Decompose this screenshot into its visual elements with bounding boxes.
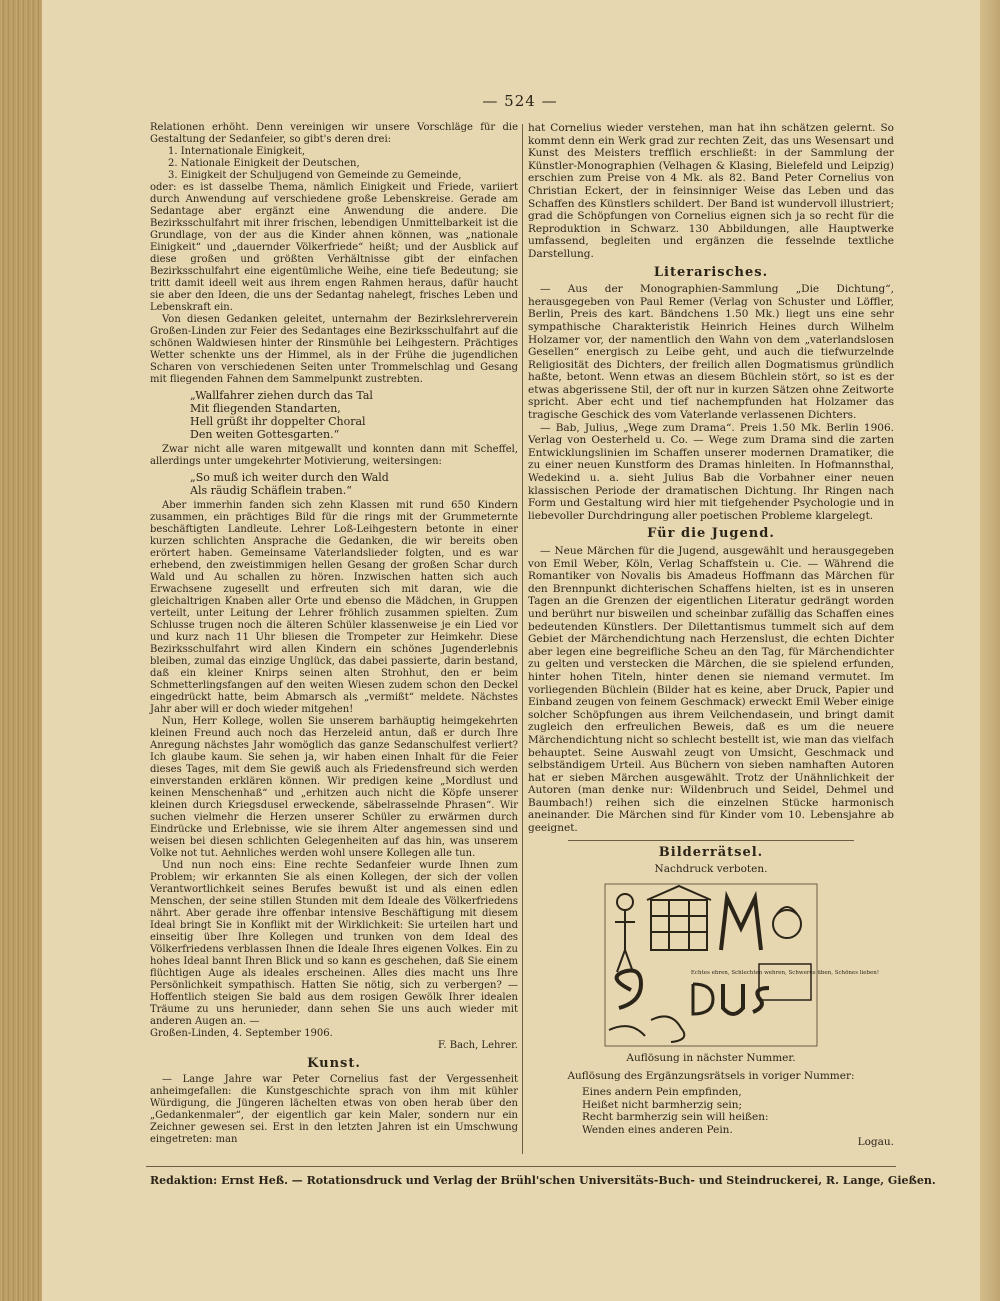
paragraph: hat Cornelius wieder verstehen, man hat ihn schätzen gelernt. So kommt denn ein Werk grad zur rechten Zeit, das uns Wesensart und Kunst des Meisters trefflich erschließt: in der Sammlung der Künstler-Monographien (Velhagen & Klasing, Bielefeld und Leipzig) erschien zum Preise von 4 Mk. als 82. Band Peter Cornelius von Christian Eckert, der in feinsinniger Weise das Leben und das Schaffen des Künstlers schildert. Der Band ist wundervoll illustriert; grad die Schöpfungen von Cornelius eignen sich ja so recht für die Reproduktion in Schwarz. 130 Abbildungen, alle Hauptwerke umfassend, begleiten und ergänzen die fesselnde textliche Darstellung. [528,122,894,260]
picture-puzzle-illustration [601,880,880,1050]
paragraph: oder: es ist dasselbe Thema, nämlich Einigkeit und Friede, variiert durch Anwendung auf verschiedene große Lebenskreise. Gerade am Sedantage aber ergänzt eine Anwendung die andere. Die Bezirksschulfahrt mit ihrer frischen, lebendigen Unmittelbarkeit ist die Grundlage, von der aus die Kinder ahnen können, was „nationale Einigkeit“ und „dauernder Völkerfriede“ heißt; und der Ausblick auf diese großen und größten Verhältnisse gibt der einfachen Bezirksschulfahrt eine eigentümliche Weihe, eine tiefe Bedeutung; sie tritt damit ideell weit aus ihrem engen Rahmen heraus, dafür haucht sie aber den Ideen, die uns der Sedantag nahelegt, frisches Leben und Lebenskraft ein. [150,182,518,313]
signature [150,1028,518,1040]
right-column [528,122,894,1149]
poem-line: Den weiten Gottesgarten.“ [190,428,340,441]
puzzle-solution-notice: Auflösung in nächster Nummer. [626,1051,796,1064]
right-page-edge [980,0,1000,1301]
separator-rule [568,840,854,841]
solution-verse [582,1086,894,1136]
puzzle-sign-text: Echtes ehren, Schlechten wehren, Schweres üben, Schönes lieben! [690,969,880,976]
poem-quote [190,471,518,497]
paragraph: Und nun noch eins: Eine rechte Sedanfeier wurde Ihnen zum Problem; wir erkannten Sie als einen Kollegen, der sich der vollen Verantwortlichkeit seines Berufes bewußt ist und als einen edlen Menschen, der seine stillen Stunden mit dem Ideale des Völkerfriedens nährt. Aber gerade ihre offenbar intensive Beschäftigung mit diesem Ideal bringt Sie in Konflikt mit der Wirklichkeit: Sie urteilen hart und einseitig über Ihre Kollegen und trunken von dem Ideal des Völkerfriedens verblassen Ihnen die Ideale Ihres eigenen Volkes. Ein zu hohes Ideal bannt Ihren Blick und so kann es geschehen, daß Sie einem flüchtigen Auge als ideales erscheinen. Alles dies macht uns Ihre Persönlichkeit sympathisch. Hatten Sie nötig, sich zu verbergen? — Hoffentlich steigen Sie bald aus dem rosigen Gewölk Ihrer idealen Träume zu uns herunieder, dann sehen Sie uns auch wieder mit anderen Augen an. — [150,860,518,1027]
poem-line: Als räudig Schäflein traben.“ [190,484,352,497]
footer-rule [146,1166,896,1167]
section-heading-literarisches: Literarisches. [653,264,769,280]
list-item: 1. Internationale Einigkeit, [168,146,306,157]
paragraph: Von diesen Gedanken geleitet, unternahm der Bezirkslehrerverein Großen-Linden zur Feier des Sedantages eine Bezirksschulfahrt auf die schönen Waldwiesen hinter der Rinsmühle bei Leihgestern. Prächtiges Wetter schenkte uns der Himmel, als in der Frühe die jugendlichen Scharen von verschiedenen Seiten unter Trommelschlag und Gesang mit fliegenden Fahnen dem Sammelpunkt zustrebten. [150,314,518,385]
left-column [150,122,518,1146]
signature-place-date: Großen-Linden, 4. September 1906. [150,1028,333,1039]
section-heading-kunst: Kunst. [307,1056,361,1071]
page-number: — 524 — [482,92,558,110]
reprint-notice: Nachdruck verboten. [654,863,768,876]
column-divider [522,124,523,1154]
paragraph: Nun, Herr Kollege, wollen Sie unserem barhäuptig heimgekehrten kleinen Freund auch noch das Herzeleid antun, daß er durch Ihre Anregung nächstes Jahr womöglich das ganze Sedanschulfest verliert? Ich glaube kaum. Sie sehen ja, wir haben einen Inhalt für die Feier dieses Tages, mit dem Sie gewiß auch als Friedensfreund sich werden einverstanden erklären können. Wir predigen keine „Mordlust und keinen Menschenhaß“ und „erhitzen auch nicht die Köpfe unserer kleinen durch Kriegsdusel erweckende, säbelrasselnde Phrasen“. Wir suchen vielmehr die Herzen unserer Schüler zu erwärmen durch Eindrücke und Erlebnisse, wie sie ihrem Alter angemessen sind und weisen bei diesen schlichten Gelegenheiten auf das hin, was unserem Volke not tut. Aehnliches werden wohl unsere Kollegen alle tun. [150,716,518,859]
poem-line: Hell grüßt ihr doppelter Choral [190,415,366,428]
list-item: 3. Einigkeit der Schuljugend von Gemeinde zu Gemeinde, [168,170,462,181]
verse-line: Recht barmherzig sein will heißen: [582,1111,769,1124]
paragraph: Aber immerhin fanden sich zehn Klassen mit rund 650 Kindern zusammen, ein prächtiges Bild für die rings mit der Grummeternte beschäftigten Landleute. Lehrer Loß-Leihgestern betonte in einer kurzen schlichten Ansprache die Gedanken, die wir bereits oben erörtert haben. Gemeinsame Vaterlandslieder folgten, und es war erhebend, den zweistimmigen hellen Gesang der großen Schar durch Wald und Au schallen zu hören. Inzwischen hatten sich auch Erwachsene zugesellt und erfreuten sich mit daran, wie die gleichaltrigen Knaben aller Orte und ebenso die Mädchen, in Gruppen verteilt, unter Leitung der Lehrer fröhlich zusammen spielten. Zum Schlusse trugen noch die älteren Schüler klassenweise je ein Lied vor und kurz nach 11 Uhr bliesen die Trompeter zur Heimkehr. Diese Bezirksschulfahrt wird allen Kindern ein schönes Jugenderlebnis bleiben, zumal das einzige Unglück, das dabei passierte, darin bestand, daß ein kleiner Knirps seinen alten Strohhut, den er beim Schmetterlingsfangen auf den weiten Wiesen zudem schon den Deckel eingedrückt hatte, beim Abmarsch als „vermißt“ meldete. Nächstes Jahr aber will er doch wieder mitgehen! [150,500,518,715]
imprint-footer: Redaktion: Ernst Heß. — Rotationsdruck und Verlag der Brühl'schen Universitäts-Buch- und Steindruckerei, R. Lange, Gießen. [150,1174,936,1187]
signature-name: F. Bach, Lehrer. [437,1040,518,1051]
previous-solution-heading: Auflösung des Ergänzungsrätsels in voriger Nummer: [567,1070,855,1083]
poem-quote [190,389,518,441]
poem-line: „Wallfahrer ziehen durch das Tal [190,389,373,402]
paragraph: — Aus der Monographien-Sammlung „Die Dichtung“, herausgegeben von Paul Remer (Verlag von Schuster und Löffler, Berlin, Preis des kart. Bändchens 1.50 Mk.) liegt uns eine sehr sympathische Charakteristik Heinrich Heines durch Wilhelm Holzamer vor, der namentlich den Wahn von dem „vaterlandslosen Gesellen“ energisch zu Leibe geht, und auch die tiefwurzelnde Religiosität des Dichters, der freilich allen Dogmatismus gründlich haßte, betont. Wenn etwas an diesem Büchlein stört, so ist es der etwas abgerissene Stil, der oft nur in kurzen Sätzen ohne Zeitworte spricht. Aber echt und tief nachempfunden hat Holzamer das tragische Geschick des vom Vaterlande verlassenen Dichters. [528,283,894,422]
poem-line: Mit fliegenden Standarten, [190,402,341,415]
poem-line: „So muß ich weiter durch den Wald [190,471,389,484]
section-heading-bilderraetsel: Bilderrätsel. [658,844,764,860]
verse-line: Wenden eines anderen Pein. [582,1123,733,1136]
paragraph: — Neue Märchen für die Jugend, ausgewählt und herausgegeben von Emil Weber, Köln, Verlag Schaffstein u. Cie. — Während die Romantiker von Novalis bis Amadeus Hoffmann das Märchen für den Brennpunkt dichterischen Schaffens hielten, ist es in unseren Tagen an die Grenzen der eigentlichen Literatur gedrängt worden und berührt nur bisweilen und scheinbar zufällig das Schaffen eines bedeutenden Künstlers. Der Dilettantismus tummelt sich auf dem Gebiet der Märchendichtung nach Herzenslust, die echten Dichter aber legen eine begreifliche Scheu an den Tag, für Märchendichter zu gelten und verstecken die Märchen, die sie spielend erfunden, hinter hohen Titeln, hinter denen sie niemand vermutet. Im vorliegenden Büchlein (Bilder hat es keine, aber Druck, Papier und Einband zeugen von feinem Geschmack) erweckt Emil Weber einige solcher Schöpfungen aus ihrem Veilchendasein, und bringt damit zugleich den erfreulichen Beweis, daß es um die neuere Märchendichtung nicht so schlecht bestellt ist, wie man das vielfach behauptet. Seine Auswahl zeugt von Umsicht, Geschmack und selbständigem Urteil. Aus Büchern von sieben namhaften Autoren hat er sieben Märchen ausgewählt. Trotz der Unähnlichkeit der Autoren (man denke nur: Wildenbruch und Seidel, Dehmel und Baumbach!) reihen sich die einzelnen Stücke harmonisch aneinander. Die Märchen sind für Kinder vom 10. Lebensjahre ab geeignet. [528,545,894,835]
unity-list [168,146,518,182]
paragraph: Relationen erhöht. Denn vereinigen wir unsere Vorschläge für die Gestaltung der Sedanfeier, so gibt's deren drei: [150,122,518,145]
paragraph: — Lange Jahre war Peter Cornelius fast der Vergessenheit anheimgefallen: die Kunstgeschichte sprach von ihm mit kühler Würdigung, die Jüngeren lächelten etwas von oben herab über den „Gedankenmaler“, der eigentlich gar kein Maler, sondern nur ein Zeichner gewesen sei. Erst in den letzten Jahren ist ein Umschwung eingetreten: man [150,1074,518,1145]
verse-author: Logau. [857,1136,894,1149]
section-heading-jugend: Für die Jugend. [647,526,775,542]
book-page-edges [0,0,42,1301]
paragraph: — Bab, Julius, „Wege zum Drama“. Preis 1.50 Mk. Berlin 1906. Verlag von Oesterheld u. Co. — Wege zum Drama sind die zarten Entwicklungslinien im Schaffen unserer modernen Dramatiker, die zu einer neuen Kunstform des Dramas hinleiten. In Hofmannsthal, Wedekind u. a. sieht Julius Bab die Vorbahner einer neuen klassischen Periode der dramatischen Dichtung. Ihr Ringen nach Form und Gestaltung wird hier mit tiefgehender Psychologie und in liebevoller Durchdringung aller poetischen Probleme klargelegt. [528,421,894,522]
list-item: 2. Nationale Einigkeit der Deutschen, [168,158,360,169]
verse-line: Heißet nicht barmherzig sein; [582,1098,742,1111]
verse-line: Eines andern Pein empfinden, [582,1086,742,1099]
paragraph: Zwar nicht alle waren mitgewallt und konnten dann mit Scheffel, allerdings unter umgekehrter Motivierung, weitersingen: [150,444,518,467]
